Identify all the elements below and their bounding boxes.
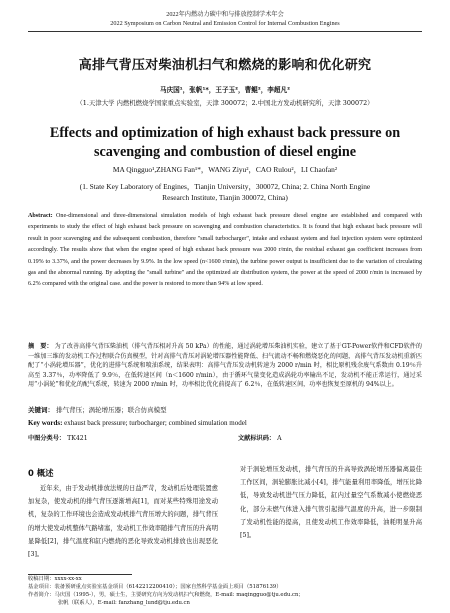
abstract-cn-label: 摘 要： [28,343,53,350]
keywords-en [28,419,247,427]
keywords-cn [28,405,167,414]
doc-code-value: A [277,435,282,442]
keywords-cn-text: 排气背压；涡轮增压器；联合仿真模型 [56,406,167,414]
clc-number [28,433,88,442]
footnote-received: 收稿日期：xxxx-xx-xx [28,576,82,582]
footnote-fund: 基金项目：装备预研重点实验室基金项目（6142212200410）；国家自然科学基金面上项目（51876139） [28,584,282,590]
title-en-line1: Effects and optimization of high exhaust back pressure on [49,125,401,141]
title-en-line2: scavenging and combustion of diesel engine [93,144,357,160]
abstract-en-text: One-dimensional and three-dimensional simulation models of high exhaust back pressure diesel engine are established and compared with experiments to study the effect of high exhaust back pressure on scavenging and combustion characteristics. It is found that high exhaust back pressure will result in poor scavenging and the subsequent combustion, therefore "small turbocharger", intake and exhaust system and fuel injection system were optimized accordingly. The results show that when the engine speed of high exhaust back pressure was 2000 r/min, the residual exhaust gas coefficient increases from 0.19% to 3.37%, and the power decreases by 9.9%. In the low speed (n<1600 r/min), the turbine power output is insufficient due to the variation of circulating gas and the abnormal running. By adopting the "small turbine" and the optimized air distribution system, the power at the speed of 2000 r/min is increased by 6.2% compared with the original case. and the power is restored to more than 94% at low speed. [28,213,422,288]
conference-name-cn: 2022年内燃动力碳中和与排放控制学术年会 [166,11,284,18]
abstract-en-label: Abstract: [28,213,53,219]
title-cn: 高排气背压对柴油机扫气和燃烧的影响和优化研究 [78,58,372,73]
keywords-en-label: Key words: [28,419,63,427]
footnote-rule [28,574,132,575]
body-text-left-column: 近年来，由于发动机排放法规的日益严苛，发动机后处理装置愈加复杂，使发动机的排气背压逐渐增高[1]，而对某些特殊用途发动机，复杂的工作环境也会造成发动机排气背压增大的问题，排气背压的增大使发动机整体气路堵塞，发动机工作效率随排气背压的升高明显降低[2]，排气温度和缸内燃烧的恶化导致发动机排放也出现恶化[3]。 [28,485,218,559]
abstract-en [28,211,422,291]
clc-value: TK421 [67,435,88,442]
conference-name-en: 2022 Symposium on Carbon Neutral and Emission Control for Internal Combustion Engines [110,20,340,27]
document-code [238,433,282,442]
clc-label: 中图分类号： [28,435,66,442]
affiliations-en-line1: (1. State Key Laboratory of Engines，Tianjin University，300072, China; 2. China North Engine [79,182,371,191]
authors-cn: 马庆国¹，张帆¹*，王子玉²，曹鲲²，李超凡² [160,86,290,94]
keywords-en-text: exhaust back pressure; turbocharger; combined simulation model [64,419,247,427]
affiliations-cn: （1.天津大学 内燃机燃烧学国家重点实验室，天津 300072；2.中国北方发动机研究所，天津 300072） [76,99,374,107]
doc-code-label: 文献标识码： [238,435,276,442]
affiliations-en-line2: Research Institute, Tianjin 300072, China) [162,193,288,202]
authors-en: MA Qingguo¹,ZHANG Fan¹*，WANG Ziyu²，CAO Rulou²，LI Chaofan² [112,165,338,174]
header-rule [28,31,422,32]
abstract-cn-text: 为了改善高排气背压柴油机（排气背压相对升高 50 kPa）的性能，通过涡轮增压柴油机实验，建立了基于GT-Power软件和CFD软件的一维加三维的发动机工作过程联合仿真模型，针对高排气背压对涡轮增压器性能降低、扫气流动不畅和燃烧恶化的问题，高排气背压发动机重新匹配了“小涡轮增压器”，优化的进排气系统和喷油系统，结果表明：高排气背压发动机转速为 2000 r/min 时，相比原机残余废气系数由 0.19％升高至 3.37％，功率降低了 9.9％，在低转速区间（n＜1600 r/min），由于循环气量变化造成涡轮功率输出不足，发动机不能正常运行，通过采用“小涡轮”和优化的配气系统，转速为 2000 r/min 时，功率相比优化前提高了 6.2％，在低转速区间，功率也恢复至原机的 94%以上。 [28,343,423,389]
keywords-cn-label: 关键词： [28,406,54,414]
section-heading-overview: 0 概述 [28,468,54,478]
footnote-contact: 张帆（联系人），E-mail: fanzhang_lund@tju.edu.cn [58,600,190,606]
title-en [0,124,450,162]
footnote-author-bio: 作者简介：马庆国（1995-），男，硕士生，主要研究方向为发动机扫气和燃烧，E-mail: maqingguo@tju.edu.cn； [28,592,304,598]
abstract-cn [28,342,422,390]
body-text-right-column: 对于涡轮增压发动机，排气背压的升高导致涡轮增压器偏离最佳工作区间，涡轮膨胀比减小[4]，排气能量利用率降低，增压比降低，导致发动机进气压力降低，缸内过量空气系数减小使燃烧恶化，部分未燃气体进入排气管引起排气温度的升高，进一步限制了发动机性能的提高，且使发动机工作效率降低，油耗明显升高[5]。 [240,466,422,540]
affiliations-en [0,181,450,203]
